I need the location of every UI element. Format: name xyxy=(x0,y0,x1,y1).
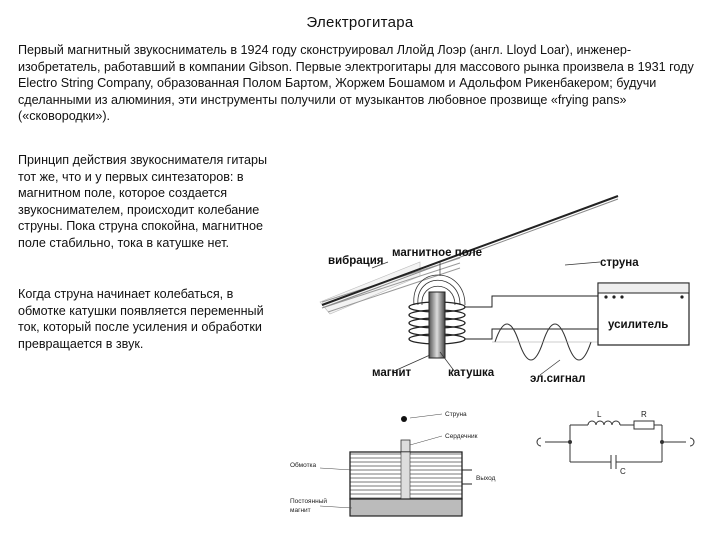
string-label: струна xyxy=(600,257,639,269)
inductor xyxy=(588,421,620,425)
intro-paragraph: Первый магнитный звукосниматель в 1924 году сконструировал Ллойд Лоэр (англ. Lloyd Loar), инженер-изобретатель, работавший в компании Gibson. Первые электрогитары для массового рынка произвела в 1931 году Electro String Company, образованная Полом Бартом, Жоржем Бошамом и Адольфом Рикенбакером; будучи сделанными из алюминия, эти инструменты получили от музыкантов любовное прозвище «frying pans» («сковородки»). xyxy=(18,43,694,123)
amplifier-box xyxy=(598,283,689,345)
section-string-label: Струна xyxy=(445,411,467,418)
el-signal-label: эл.сигнал xyxy=(530,373,586,385)
pickup-diagram xyxy=(320,196,689,385)
coil-label: катушка xyxy=(448,367,495,379)
vibration-label: вибрация xyxy=(328,255,384,267)
section-winding-label: Обмотка xyxy=(290,462,317,469)
section-magnet-label-1: Постоянный xyxy=(290,498,328,505)
section-core-label: Сердечник xyxy=(445,433,478,440)
principle-paragraph: Принцип действия звукоснимателя гитары тот же, что и у первых синтезаторов: в магнитном поле, которое создается звукоснимателем, происходит колебание струны. Пока струна спокойна, магнитное поле стабильно, тока в катушке нет. xyxy=(18,153,268,250)
equivalent-circuit xyxy=(537,421,694,469)
magnet-label: магнит xyxy=(372,367,412,379)
page-title: Электрогитара xyxy=(306,14,414,31)
cross-section-diagram xyxy=(290,411,496,516)
permanent-magnet xyxy=(350,499,462,516)
magnet xyxy=(429,292,445,358)
coil-wire-top xyxy=(465,296,598,307)
coil-wire-bottom xyxy=(465,329,598,339)
section-magnet-label-2: магнит xyxy=(290,507,311,514)
capacitor-label: C xyxy=(620,467,626,476)
section-output-label: Выход xyxy=(476,475,496,482)
inductor-label: L xyxy=(597,410,602,419)
resistor xyxy=(634,421,654,429)
vibration-paragraph: Когда струна начинает колебаться, в обмотке катушки появляется переменный ток, который после усиления и обработки превращается в звук. xyxy=(18,287,264,351)
string-dot xyxy=(401,416,407,422)
resistor-label: R xyxy=(641,410,647,419)
amplifier-label: усилитель xyxy=(608,319,669,331)
magnetic-field-label: магнитное поле xyxy=(392,247,482,259)
